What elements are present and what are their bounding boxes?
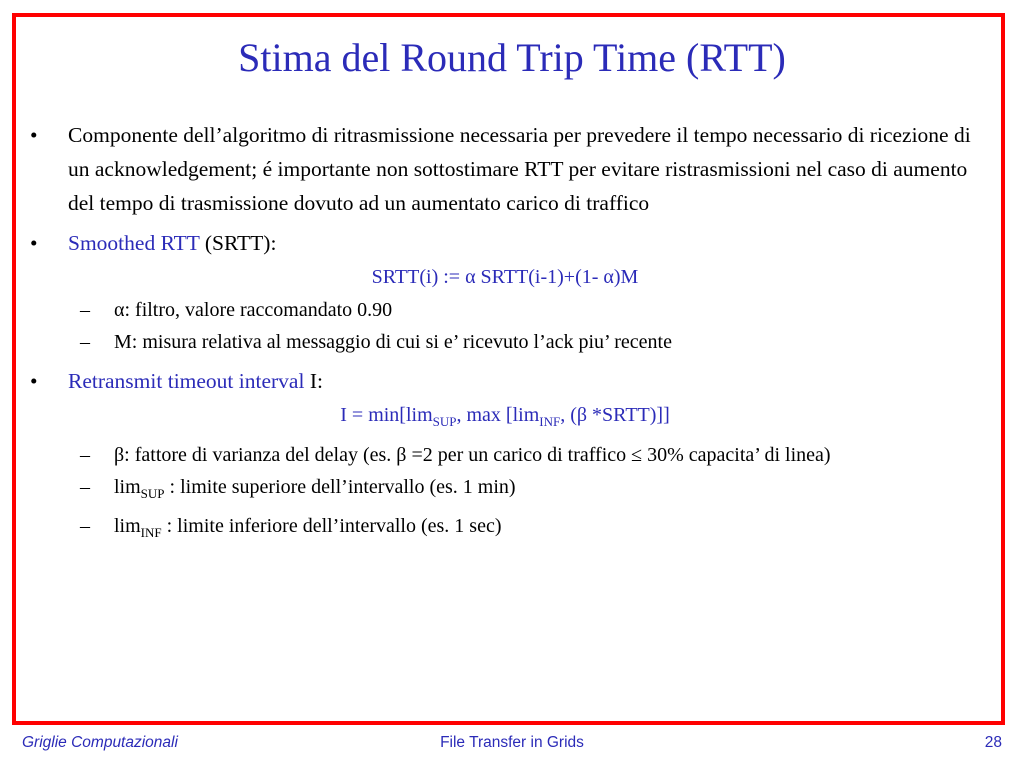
retransmit-rest: I: (304, 369, 323, 393)
bullet-retransmit-timeout (30, 364, 980, 398)
dash-mark: – (80, 299, 90, 321)
dash-mark: – (80, 515, 90, 537)
bullet-text: Componente dell’algoritmo di ritrasmissione necessaria per prevedere il tempo necessario di ricezione di un acknowledgement; é importante non sottostimare RTT per evitare ristrasmissioni nel caso di aumento del tempo di trasmissione dovuto ad un aumentato carico di traffico (68, 123, 971, 215)
slide-title: Stima del Round Trip Time (RTT) (238, 35, 786, 80)
sub-item-text: M: misura relativa al messaggio di cui si e’ ricevuto l’ack piu’ recente (114, 331, 672, 353)
bullet-mark: • (30, 369, 38, 393)
bullet-mark: • (30, 231, 38, 255)
sub-item-alpha (30, 294, 980, 326)
sub-item-lim-sup: – $\lim_{SUP}$ : limite superiore dell’intervallo (es. 1 min) (30, 471, 980, 510)
bullet-smoothed-rtt (30, 226, 980, 260)
dash-mark: – (80, 444, 90, 466)
bullet-mark: • (30, 123, 38, 147)
dash-mark: – (80, 476, 90, 498)
bullet-rtt-description (30, 118, 980, 220)
footer-course-name: Griglie Computazionali (22, 734, 178, 751)
sub-item-text: β: fattore di varianza del delay (es. β =2 per un carico di traffico ≤ 30% capacita’ di linea) (114, 444, 831, 466)
sub-item-m (30, 326, 980, 358)
smoothed-rtt-rest: (SRTT): (199, 231, 277, 255)
slide-footer (0, 734, 1024, 756)
timeout-formula: $I = \min[\lim_{SUP}$, $\max [\lim_{INF}$, (β *SRTT)]] (340, 404, 670, 429)
footer-presentation-title: File Transfer in Grids (440, 734, 584, 751)
dash-mark: – (80, 331, 90, 353)
smoothed-rtt-label: Smoothed RTT (68, 231, 200, 255)
sub-item-text: α: filtro, valore raccomandato 0.90 (114, 299, 393, 321)
sub-item-lim-inf: – $\lim_{INF}$ : limite inferiore dell’intervallo (es. 1 sec) (30, 510, 980, 549)
srtt-formula: SRTT(i) := α SRTT(i-1)+(1- α)M (371, 266, 639, 288)
slide-content (30, 118, 980, 549)
sub-item-beta (30, 439, 980, 471)
footer-page-number: 28 (984, 734, 1002, 751)
retransmit-label: Retransmit timeout interval (68, 369, 305, 393)
